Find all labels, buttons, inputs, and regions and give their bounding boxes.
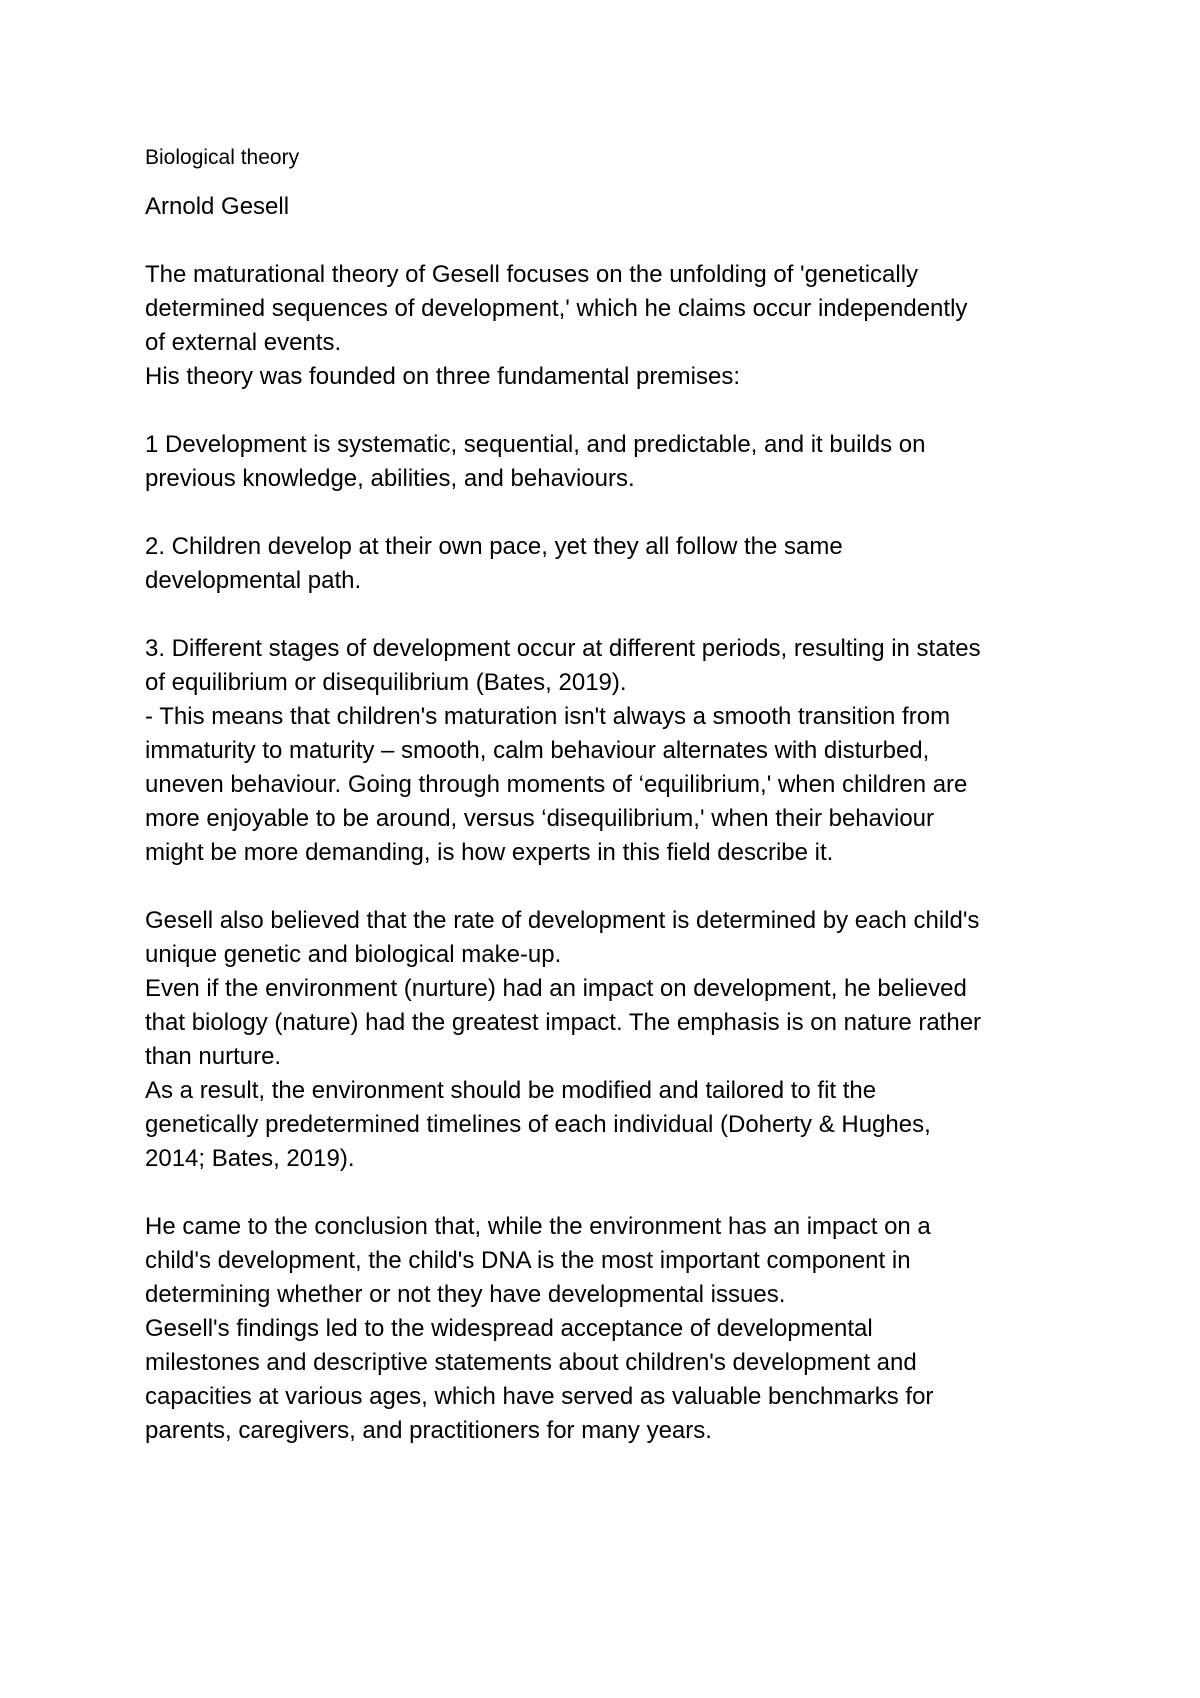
paragraph-premise-1 (145, 428, 1085, 496)
text-line: unique genetic and biological make-up. (145, 941, 562, 968)
text-line: child's development, the child's DNA is the most important component in (145, 1247, 911, 1274)
document-title: Biological theory (145, 146, 300, 169)
paragraph-intro (145, 258, 1085, 394)
text-line: 1 Development is systematic, sequential, and predictable, and it builds on (145, 431, 926, 458)
author-name: Arnold Gesell (145, 193, 290, 220)
text-line: capacities at various ages, which have served as valuable benchmarks for (145, 1383, 934, 1410)
text-line: parents, caregivers, and practitioners for many years. (145, 1417, 712, 1444)
paragraph-conclusion (145, 1210, 1085, 1448)
paragraph-premise-2 (145, 530, 1085, 598)
text-line: 2. Children develop at their own pace, yet they all follow the same (145, 533, 843, 560)
text-line: 3. Different stages of development occur at different periods, resulting in states (145, 635, 981, 662)
text-line: immaturity to maturity – smooth, calm behaviour alternates with disturbed, (145, 737, 930, 764)
paragraph-premise-3 (145, 632, 1085, 870)
paragraph-gap (145, 1176, 1085, 1210)
text-line: determining whether or not they have developmental issues. (145, 1281, 786, 1308)
text-line: might be more demanding, is how experts in this field describe it. (145, 839, 834, 866)
paragraph-gap (145, 394, 1085, 428)
paragraph-gap (145, 598, 1085, 632)
text-line: of equilibrium or disequilibrium (Bates, 2019). (145, 669, 627, 696)
text-line: The maturational theory of Gesell focuses on the unfolding of 'genetically (145, 261, 919, 288)
text-line: Gesell also believed that the rate of development is determined by each child's (145, 907, 980, 934)
document-body (145, 144, 1085, 1448)
paragraph-gap (145, 496, 1085, 530)
text-line: than nurture. (145, 1043, 282, 1070)
text-line: genetically predetermined timelines of each individual (Doherty & Hughes, (145, 1111, 931, 1138)
text-line: Even if the environment (nurture) had an impact on development, he believed (145, 975, 967, 1002)
text-line: As a result, the environment should be modified and tailored to fit the (145, 1077, 877, 1104)
text-line: His theory was founded on three fundamental premises: (145, 363, 740, 390)
text-line: Gesell's findings led to the widespread acceptance of developmental (145, 1315, 873, 1342)
text-line: 2014; Bates, 2019). (145, 1145, 355, 1172)
text-line: uneven behaviour. Going through moments of ‘equilibrium,' when children are (145, 771, 968, 798)
text-line: previous knowledge, abilities, and behaviours. (145, 465, 635, 492)
paragraph-rate-of-development (145, 904, 1085, 1176)
text-line: milestones and descriptive statements about children's development and (145, 1349, 917, 1376)
text-line: determined sequences of development,' which he claims occur independently (145, 295, 968, 322)
text-line: - This means that children's maturation isn't always a smooth transition from (145, 703, 951, 730)
paragraph-gap (145, 870, 1085, 904)
text-line: that biology (nature) had the greatest impact. The emphasis is on nature rather (145, 1009, 982, 1036)
text-line: He came to the conclusion that, while the environment has an impact on a (145, 1213, 931, 1240)
text-line: more enjoyable to be around, versus ‘disequilibrium,' when their behaviour (145, 805, 935, 832)
text-line: of external events. (145, 329, 342, 356)
text-line: developmental path. (145, 567, 362, 594)
